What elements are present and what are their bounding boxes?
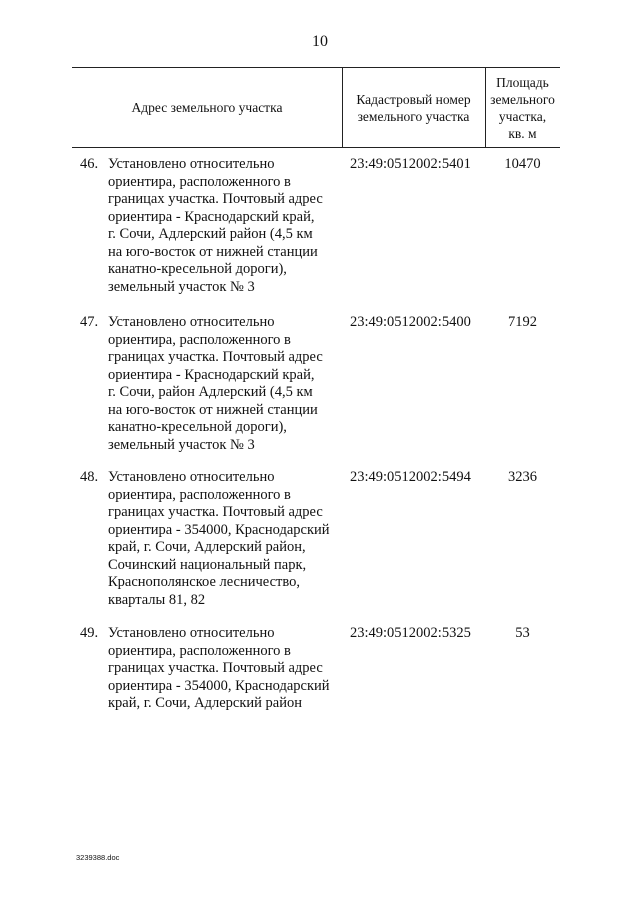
footer-filename: 3239388.doc xyxy=(76,853,120,862)
header-area-label: Площадь земельного участка, кв. м xyxy=(490,74,555,141)
table-header xyxy=(72,67,560,148)
row-area: 53 xyxy=(515,625,530,641)
row-cadastral-number: 23:49:0512002:5325 xyxy=(350,625,471,641)
row-address: Установлено относительно ориентира, расположенного в границах участка. Почтовый адрес ориентира - 354000, Краснодарский край, г. Сочи, Адлерский район, Сочинский национальный парк, Краснополянское лесничество, кварталы 81, 82 xyxy=(108,469,330,608)
row-address: Установлено относительно ориентира, расположенного в границах участка. Почтовый адрес ориентира - 354000, Краснодарский край, г. Сочи, Адлерский район xyxy=(108,625,330,711)
row-cadastral-number: 23:49:0512002:5494 xyxy=(350,469,471,485)
header-cadastral-label: Кадастровый номер земельного участка xyxy=(356,91,471,124)
header-address-label: Адрес земельного участка xyxy=(131,100,283,115)
row-address: Установлено относительно ориентира, расположенного в границах участка. Почтовый адрес ориентира - Краснодарский край, г. Сочи, район Адлерский (4,5 км на юго-восток от нижней станции канатно-кресельной дороги), земельный участок № 3 xyxy=(108,314,323,453)
header-address xyxy=(72,68,343,147)
row-area: 10470 xyxy=(504,156,541,172)
row-number: 49. xyxy=(80,625,99,641)
row-address: Установлено относительно ориентира, расположенного в границах участка. Почтовый адрес ориентира - Краснодарский край, г. Сочи, Адлерский район (4,5 км на юго-восток от нижней станции канатно-кресельной дороги), земельный участок № 3 xyxy=(108,156,323,295)
row-number: 46. xyxy=(80,156,99,172)
header-cadastral-number xyxy=(342,68,486,147)
row-cadastral-number: 23:49:0512002:5400 xyxy=(350,314,471,330)
row-number: 48. xyxy=(80,469,99,485)
row-cadastral-number: 23:49:0512002:5401 xyxy=(350,156,471,172)
header-area xyxy=(485,68,560,147)
row-number: 47. xyxy=(80,314,99,330)
row-area: 7192 xyxy=(508,314,537,330)
row-area: 3236 xyxy=(508,469,537,485)
page-number: 10 xyxy=(312,33,328,50)
